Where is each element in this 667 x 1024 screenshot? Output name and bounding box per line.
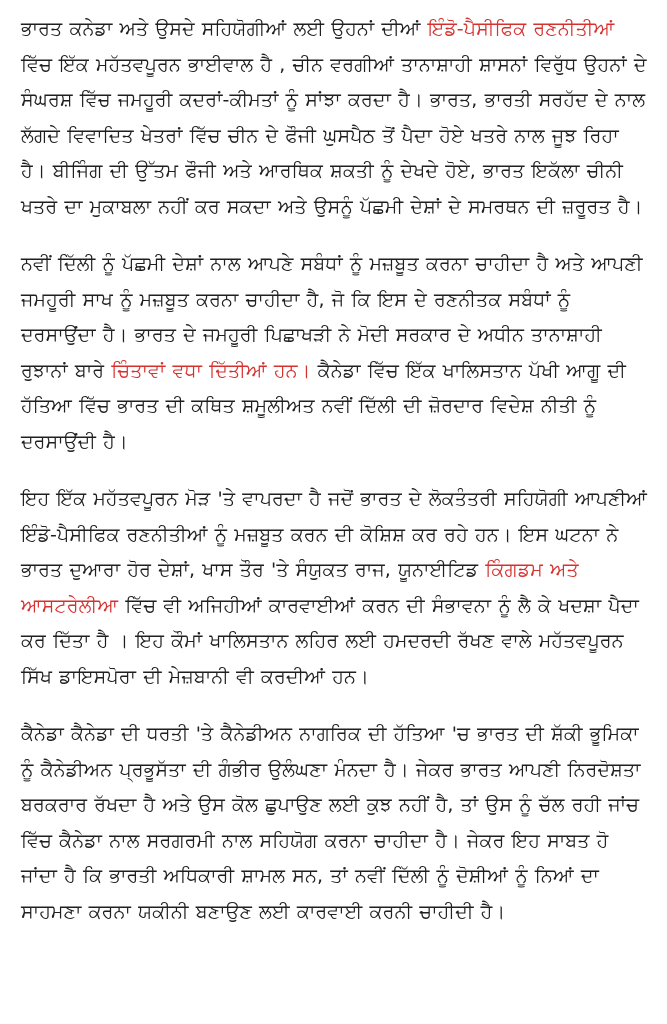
indo-pacific-strategies-link[interactable]: ਇੰਡੋ-ਪੈਸੀਫਿਕ ਰਣਨੀਤੀਆਂ <box>427 18 615 40</box>
paragraph-1-text-a: ਭਾਰਤ ਕਨੇਡਾ ਅਤੇ ਉਸਦੇ ਸਹਿਯੋਗੀਆਂ ਲਈ ਉਹਨਾਂ ਦੀਆਂ <box>21 18 428 40</box>
paragraph-1 <box>21 12 647 225</box>
concerns-raised-link[interactable]: ਚਿੰਤਾਵਾਂ ਵਧਾ ਦਿੱਤੀਆਂ ਹਨ। <box>111 359 311 382</box>
paragraph-2-text-b: ਕੈਨੇਡਾ ਵਿੱਚ ਇੱਕ ਖਾਲਿਸਤਾਨ ਪੱਖੀ ਆਗੂ ਦੀ ਹੱਤਿਆ ਵਿੱਚ ਭਾਰਤ ਦੀ ਕਥਿਤ ਸ਼ਮੂਲੀਅਤ ਨਵੀਂ ਦਿੱਲੀ ਦੀ ਜ਼ੋਰਦਾਰ ਵਿਦੇਸ਼ ਨੀਤੀ ਨੂੰ ਦਰਸਾਉਂਦੀ ਹੈ। <box>21 359 626 453</box>
paragraph-3 <box>21 482 647 695</box>
paragraph-3-text-b: ਵਿੱਚ ਵੀ ਅਜਿਹੀਆਂ ਕਾਰਵਾਈਆਂ ਕਰਨ ਦੀ ਸੰਭਾਵਨਾ ਨੂੰ ਲੈ ਕੇ ਖਦਸ਼ਾ ਪੈਦਾ ਕਰ ਦਿੱਤਾ ਹੈ । ਇਹ ਕੌਮਾਂ ਖਾਲਿਸਤਾਨ ਲਹਿਰ ਲਈ ਹਮਦਰਦੀ ਰੱਖਣ ਵਾਲੇ ਮਹੱਤਵਪੂਰਨ ਸਿੱਖ ਡਾਇਸਪੋਰਾ ਦੀ ਮੇਜ਼ਬਾਨੀ ਵੀ ਕਰਦੀਆਂ ਹਨ। <box>21 594 639 688</box>
paragraph-3-text-a: ਇਹ ਇੱਕ ਮਹੱਤਵਪੂਰਨ ਮੋੜ 'ਤੇ ਵਾਪਰਦਾ ਹੈ ਜਦੋਂ ਭਾਰਤ ਦੇ ਲੋਕਤੰਤਰੀ ਸਹਿਯੋਗੀ ਆਪਣੀਆਂ ਇੰਡੋ-ਪੈਸੀਫਿਕ ਰਣਨੀਤੀਆਂ ਨੂੰ ਮਜ਼ਬੂਤ ਕਰਨ ਦੀ ਕੋਸ਼ਿਸ਼ ਕਰ ਰਹੇ ਹਨ। ਇਸ ਘਟਨਾ ਨੇ ਭਾਰਤ ਦੁਆਰਾ ਹੋਰ ਦੇਸ਼ਾਂ, ਖਾਸ ਤੌਰ 'ਤੇ ਸੰਯੁਕਤ ਰਾਜ, ਯੂਨਾਈਟਿਡ <box>21 488 647 581</box>
kingdom-link[interactable]: ਕਿੰਗਡਮ <box>485 559 543 581</box>
paragraph-2-text-a: ਨਵੀਂ ਦਿੱਲੀ ਨੂੰ ਪੱਛਮੀ ਦੇਸ਼ਾਂ ਨਾਲ ਆਪਣੇ ਸਬੰਧਾਂ ਨੂੰ ਮਜ਼ਬੂਤ ਕਰਨਾ ਚਾਹੀਦਾ ਹੈ ਅਤੇ ਆਪਣੀ ਜਮਹੂਰੀ ਸਾਖ ਨੂੰ ਮਜ਼ਬੂਤ ਕਰਨਾ ਚਾਹੀਦਾ ਹੈ, ਜੋ ਕਿ ਇਸ ਦੇ ਰਣਨੀਤਕ ਸਬੰਧਾਂ ਨੂੰ ਦਰਸਾਉਂਦਾ ਹੈ। ਭਾਰਤ ਦੇ ਜਮਹੂਰੀ ਪਿਛਾਖੜੀ ਨੇ ਮੋਦੀ ਸਰਕਾਰ ਦੇ ਅਧੀਨ ਤਾਨਾਸ਼ਾਹੀ ਰੁਝਾਨਾਂ ਬਾਰੇ <box>21 253 643 382</box>
paragraph-2 <box>21 247 647 460</box>
paragraph-3-space <box>543 559 550 581</box>
paragraph-4 <box>21 717 647 930</box>
and-australia-link[interactable]: ਅਤੇ ਆਸਟਰੇਲੀਆ <box>21 559 579 617</box>
paragraph-1-text-b: ਵਿੱਚ ਇੱਕ ਮਹੱਤਵਪੂਰਨ ਭਾਈਵਾਲ ਹੈ , ਚੀਨ ਵਰਗੀਆਂ ਤਾਨਾਸ਼ਾਹੀ ਸ਼ਾਸਨਾਂ ਵਿਰੁੱਧ ਉਹਨਾਂ ਦੇ ਸੰਘਰਸ਼ ਵਿੱਚ ਜਮਹੂਰੀ ਕਦਰਾਂ-ਕੀਮਤਾਂ ਨੂੰ ਸਾਂਝਾ ਕਰਦਾ ਹੈ। ਭਾਰਤ, ਭਾਰਤੀ ਸਰਹੱਦ ਦੇ ਨਾਲ ਲੱਗਦੇ ਵਿਵਾਦਿਤ ਖੇਤਰਾਂ ਵਿੱਚ ਚੀਨ ਦੇ ਫੌਜੀ ਘੁਸਪੈਠ ਤੋਂ ਪੈਦਾ ਹੋਏ ਖਤਰੇ ਨਾਲ ਜੂਝ ਰਿਹਾ ਹੈ। ਬੀਜਿੰਗ ਦੀ ਉੱਤਮ ਫੌਜੀ ਅਤੇ ਆਰਥਿਕ ਸ਼ਕਤੀ ਨੂੰ ਦੇਖਦੇ ਹੋਏ, ਭਾਰਤ ਇਕੱਲਾ ਚੀਨੀ ਖਤਰੇ ਦਾ ਮੁਕਾਬਲਾ ਨਹੀਂ ਕਰ ਸਕਦਾ ਅਤੇ ਉਸਨੂੰ ਪੱਛਮੀ ਦੇਸ਼ਾਂ ਦੇ ਸਮਰਥਨ ਦੀ ਜ਼ਰੂਰਤ ਹੈ। <box>21 53 647 218</box>
paragraph-4-text: ਕੈਨੇਡਾ ਕੈਨੇਡਾ ਦੀ ਧਰਤੀ 'ਤੇ ਕੈਨੇਡੀਅਨ ਨਾਗਰਿਕ ਦੀ ਹੱਤਿਆ 'ਚ ਭਾਰਤ ਦੀ ਸ਼ੱਕੀ ਭੂਮਿਕਾ ਨੂੰ ਕੈਨੇਡੀਅਨ ਪ੍ਰਭੂਸੱਤਾ ਦੀ ਗੰਭੀਰ ਉਲੰਘਣਾ ਮੰਨਦਾ ਹੈ। ਜੇਕਰ ਭਾਰਤ ਆਪਣੀ ਨਿਰਦੋਸ਼ਤਾ ਬਰਕਰਾਰ ਰੱਖਦਾ ਹੈ ਅਤੇ ਉਸ ਕੋਲ ਛੁਪਾਉਣ ਲਈ ਕੁਝ ਨਹੀਂ ਹੈ, ਤਾਂ ਉਸ ਨੂੰ ਚੱਲ ਰਹੀ ਜਾਂਚ ਵਿੱਚ ਕੈਨੇਡਾ ਨਾਲ ਸਰਗਰਮੀ ਨਾਲ ਸਹਿਯੋਗ ਕਰਨਾ ਚਾਹੀਦਾ ਹੈ। ਜੇਕਰ ਇਹ ਸਾਬਤ ਹੋ ਜਾਂਦਾ ਹੈ ਕਿ ਭਾਰਤੀ ਅਧਿਕਾਰੀ ਸ਼ਾਮਲ ਸਨ, ਤਾਂ ਨਵੀਂ ਦਿੱਲੀ ਨੂੰ ਦੋਸ਼ੀਆਂ ਨੂੰ ਨਿਆਂ ਦਾ ਸਾਹਮਣਾ ਕਰਨਾ ਯਕੀਨੀ ਬਣਾਉਣ ਲਈ ਕਾਰਵਾਈ ਕਰਨੀ ਚਾਹੀਦੀ ਹੈ। <box>21 723 641 923</box>
